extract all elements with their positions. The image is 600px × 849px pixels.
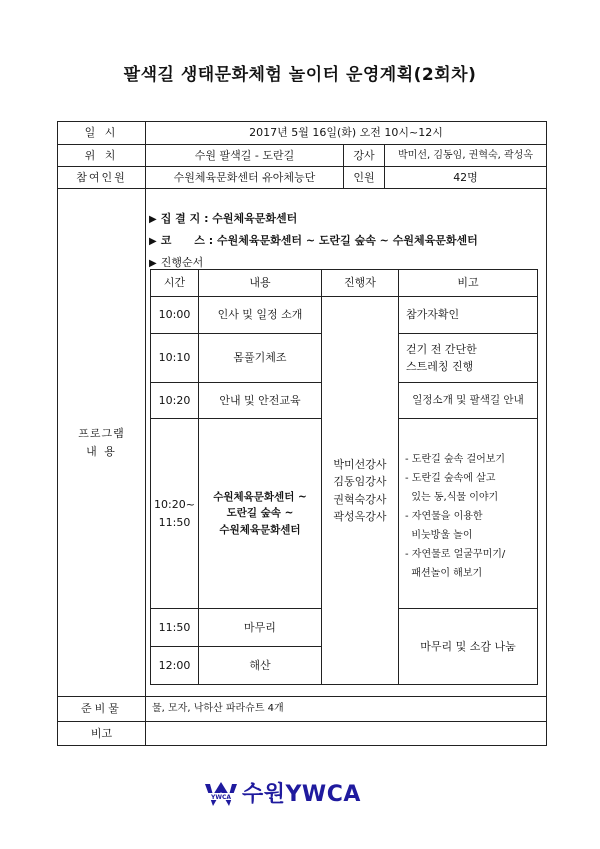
remarks-label: 비고 bbox=[90, 726, 113, 740]
instructor-label: 강사 bbox=[353, 148, 375, 162]
leader-name: 곽성옥강사 bbox=[333, 509, 387, 523]
count-value: 42명 bbox=[453, 170, 478, 184]
row3-time: 10:20 bbox=[158, 393, 191, 407]
note-line: 패션놀이 해보기 bbox=[405, 568, 483, 579]
date-label: 일 시 bbox=[84, 126, 119, 140]
leader-name: 김동임강사 bbox=[333, 475, 387, 489]
order-heading: ▶ 진행순서 bbox=[149, 252, 478, 274]
note-line: 있는 동,식물 이야기 bbox=[405, 492, 499, 503]
triangle-bullet-icon: ▶ bbox=[149, 236, 157, 247]
location-label: 위 치 bbox=[84, 148, 119, 162]
ywca-logo-text: 수원YWCA bbox=[242, 782, 361, 807]
note-line: - 자연물을 이용한 bbox=[405, 511, 483, 522]
page-title: 팔색길 생태문화체험 놀이터 운영계획(2회차) bbox=[123, 65, 477, 85]
course: ▶ 코 스 : 수원체육문화센터 ~ 도란길 숲속 ~ 수원체육문화센터 bbox=[149, 230, 478, 252]
supplies-label: 준비물 bbox=[81, 702, 122, 716]
ywca-badge-icon bbox=[204, 782, 238, 808]
row4-content: 수원체육문화센터 ~ 도란길 숲속 ~ 수원체육문화센터 bbox=[213, 491, 307, 536]
instructor-names: 박미선, 김동임, 권혁숙, 곽성옥 bbox=[398, 149, 533, 161]
row5-time: 11:50 bbox=[158, 620, 191, 634]
row4-time: 10:20~ 11:50 bbox=[154, 498, 195, 529]
program-bullets bbox=[149, 208, 478, 274]
row1-time: 10:00 bbox=[158, 308, 191, 322]
header-leader: 진행자 bbox=[344, 276, 376, 290]
meeting-point: ▶ 집 결 지 : 수원체육문화센터 bbox=[149, 208, 478, 230]
activity-notes bbox=[405, 450, 505, 583]
row1-content: 인사 및 일정 소개 bbox=[217, 308, 303, 322]
note-line: 비눗방울 놀이 bbox=[405, 530, 473, 541]
row5-content: 마무리 bbox=[244, 620, 276, 634]
row6-content: 해산 bbox=[249, 658, 271, 672]
triangle-bullet-icon: ▶ bbox=[149, 214, 157, 225]
row1-note: 참가자확인 bbox=[406, 308, 460, 322]
leader-name: 권혁숙강사 bbox=[333, 492, 387, 506]
date-value: 2017년 5월 16일(화) 오전 10시~12시 bbox=[249, 126, 443, 140]
note-line: - 자연물로 얼굴꾸미기/ bbox=[405, 549, 506, 560]
row3-content: 안내 및 안전교육 bbox=[219, 393, 301, 407]
row3-note: 일정소개 및 팔색길 안내 bbox=[412, 394, 524, 407]
ywca-logo bbox=[204, 780, 384, 810]
row2-content: 몸풀기체조 bbox=[233, 351, 287, 365]
header-content: 내용 bbox=[249, 276, 271, 290]
row2-note: 걷기 전 간단한 스트레칭 진행 bbox=[406, 342, 477, 373]
triangle-bullet-icon: ▶ bbox=[149, 258, 157, 269]
leader-name: 박미선강사 bbox=[333, 458, 387, 472]
row6-time: 12:00 bbox=[158, 658, 191, 672]
location-value: 수원 팔색길 - 도란길 bbox=[194, 148, 295, 162]
row2-time: 10:10 bbox=[158, 351, 191, 365]
header-time: 시간 bbox=[163, 276, 186, 290]
closing-note: 마무리 및 소감 나눔 bbox=[420, 639, 516, 653]
note-line: - 도란길 숲속 걸어보기 bbox=[405, 454, 506, 465]
note-line: - 도란길 숲속에 살고 bbox=[405, 473, 496, 484]
remarks-value bbox=[146, 722, 546, 745]
program-label: 프로그램 내 용 bbox=[78, 427, 125, 458]
participants-value: 수원체육문화센터 유아체능단 bbox=[173, 170, 316, 184]
svg-text:YWCA: YWCA bbox=[210, 794, 232, 801]
header-note: 비고 bbox=[457, 276, 479, 290]
participants-label: 참여인원 bbox=[76, 170, 127, 184]
count-label: 인원 bbox=[353, 170, 375, 184]
supplies-value: 물, 모자, 낙하산 파라슈트 4개 bbox=[152, 703, 284, 715]
leaders-cell bbox=[322, 297, 398, 684]
